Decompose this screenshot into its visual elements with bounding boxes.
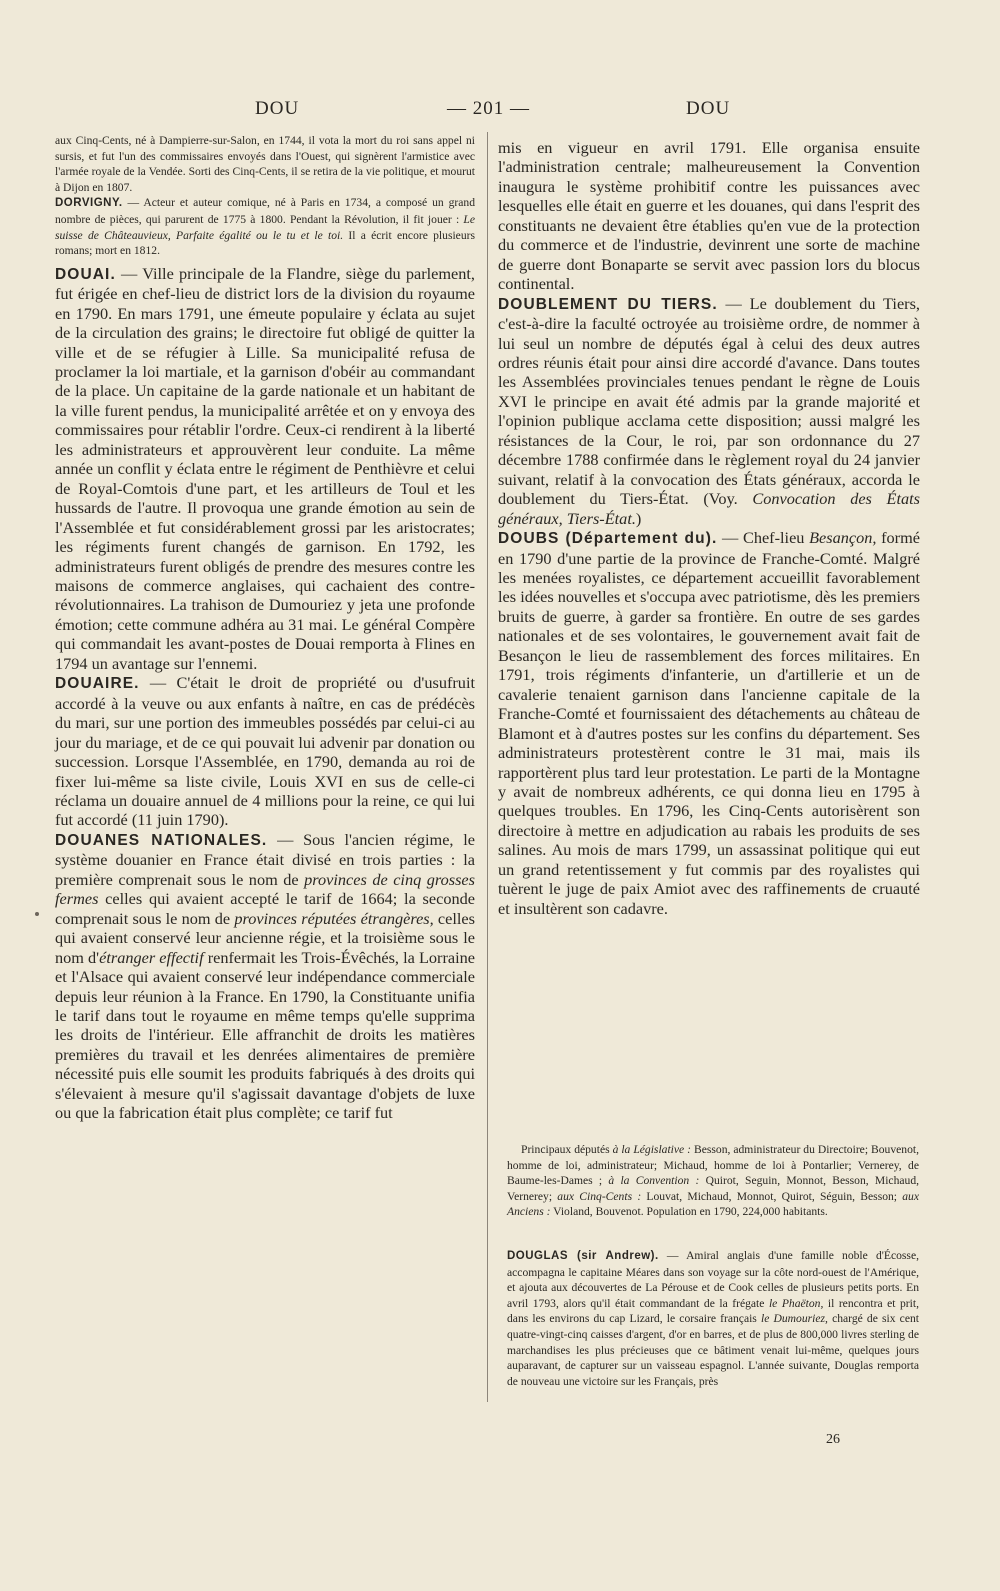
douanes-text-4: renfermait les Trois-Évêchés, la Lorraine et l'Alsace qui avaient conservé leur indépendance commerciale depuis leur réunion à la France. En 1790, la Constituante unifia le tarif dans tout le royaume en même temps qu'elle supprima les droits de l'intérieur. Elle affranchit de droits les matières premières du travail et les denrées alimentaires de première nécessité puis elle soumit les produits fabriqués à des droits qui s'élevaient à mesure qu'il s'agissait davantage d'objets de luxe ou que la fabrication était plus complète; ce tarif fut (55, 947, 476, 1123)
entry-doubs (498, 528, 920, 918)
doubs-italic: Besançon, (809, 528, 877, 548)
headword-douai: DOUAI. (55, 265, 116, 283)
douanes-italic-2: provinces réputées étrangères, (234, 908, 434, 928)
douai-text: — Ville principale de la Flandre, siège du parlement, fut érigée en chef-lieu de district lors de la division du royaume en 1790. En mars 1791, une émeute populaire y éclata au sujet de la circulation des grains; le directoire fut obligé de quitter la ville et de se réfugier à Lille. Sa municipalité refusa de proclamer la loi martiale, et la garnison d'obéir au commandant de la place. Un capitaine de la garde nationale et un habitant de la ville furent pendus, la municipalité arrêtée et on y envoya des commissaires pour rétablir l'ordre. Ceux-ci rendirent à la liberté les administrateurs et approuvèrent leur conduite. La même année un conflit y éclata entre le régiment de Penthièvre et celui de Royal-Comtois d'une part, et les artilleurs de Toul et les hussards de l'autre. Il provoqua une grande émotion au sein de l'Assemblée et fut considérablement grossi par les aristocrates; les régiments furent changés de garnison. En 1792, les administrateurs furent obligés de prendre des mesures contre les maisons de commerce anglaises, qui cachaient des contre-révolutionnaires. La trahison de Dumouriez y jeta une profonde émotion; cette commune adhéra au 31 mai. Le général Compère qui commandait les avant-postes de Douai remporta à Flines en 1794 un avantage sur l'ennemi. (55, 263, 475, 673)
doublement-text-1: — Le doublement du Tiers, c'est-à-dire la faculté octroyée au troisième ordre, de nommer à lui seul un nombre de députés égal à celui des deux autres ordres réunis était pour ainsi dire accordé d'avance. Dans toutes les Assemblées provinciales tenues pendant le règne de Louis XVI le principe en avait été admis par la grande majorité et l'opinion publique acclama cette disposition; aussi malgré les résistances de la Cour, le roi, par son ordonnance du 27 décembre 1788 confirmée dans le règlement royal du 24 janvier suivant, relatif à la convocation des États généraux, accorda le doublement du Tiers-État. (Voy. (498, 293, 921, 509)
headword-douglas: DOUGLAS (sir Andrew). (507, 1250, 659, 1262)
dorvigny-text-1: — Acteur et auteur comique, né à Paris en 1734, a composé un grand nombre de pièces, qui parurent de 1775 à 1800. Pendant la Révolution, il fit jouer : (55, 196, 475, 226)
entry-douaire (55, 673, 475, 830)
douanes-text-3: celles qui avaient conservé leur ancienne régie, et la troisième sous le nom d' (55, 908, 475, 967)
douglas-paragraph (507, 1248, 919, 1389)
column-divider (487, 132, 488, 1402)
douanes-continuation (498, 138, 920, 294)
douglas-italic-1: le Phaëton, (768, 1296, 824, 1310)
dorvigny-titles: Le suisse de Châteauvieux, Parfaite égalité ou le tu et le toi. (55, 212, 475, 242)
douglas-entry (507, 1248, 919, 1389)
deputes-paragraph (507, 1142, 919, 1220)
douglas-text-1: — Amiral anglais d'une famille noble d'Écosse, accompagna le capitaine Méares dans son voyage sur la côte nord-ouest de l'Amérique, et ajouta aux découvertes de La Pérouse et de Cook celles de plusieurs petits ports. En avril 1793, alors qu'il était commandant de la frégate (507, 1249, 919, 1310)
header-right-word: DOU (686, 98, 731, 119)
doubs-text-2: formé en 1790 d'une partie de la province de Franche-Comté. Malgré les menées royalistes, ce département accueillit favorablement les idées nouvelles et s'occupa avec patriotisme, dès les premiers bruits de guerre, à garder sa frontière. En outre de ses gardes nationales et de ses volontaires, le gouvernement avait fait de Besançon le lieu de rassemblement des forces militaires. En 1791, trois régiments d'infanterie, un d'artillerie et un de cavalerie tenaient garnison dans l'ancienne capitale de la Franche-Comté et fournissaient des détachements au château de Blamont et à d'autres postes sur les confins du département. Ses administrateurs protestèrent contre le 31 mai, mais ils rapportèrent plus tard leur protestation. Le parti de la Montagne y avait de nombreux adhérents, ce qui donna lieu en 1795 à quelques troubles. En 1796, les Cinq-Cents autorisèrent son directoire à mettre en adjudication au rabais les produits de ses salines. Au mois de mars 1799, un assassinat politique qui eut un grand retentissement y fut commis par des royalistes qui tuèrent le juge de paix Amiot avec des raffinements de cruauté et insultèrent son cadavre. (498, 528, 920, 918)
page-number: — 201 — (447, 98, 530, 119)
entry-dorvigny (55, 195, 475, 258)
doublement-text-2: ) (635, 508, 642, 528)
left-column (55, 133, 475, 1123)
continued-entry-text: aux Cinq-Cents, né à Dampierre-sur-Salon, en 1744, il vota la mort du roi sans appel ni sursis, et fut l'un des commissaires envoyés dans l'Ouest, qui signèrent l'armistice avec l'armée royale de la Vendée. Sorti des Cinq-Cents, il se retira de la vie politique, et mourut à Dijon en 1807. (55, 134, 475, 194)
douanes-continuation-text: mis en vigueur en avril 1791. Elle organisa ensuite l'administration centrale; malheureusement la Convention inaugura le système prohibitif contre les puissances avec lesquelles elle était en guerre et les douanes, qui dans l'esprit des constituants ne devaient être établies qu'en vue de la protection du commerce et de l'industrie, devinrent une sorte de machine de guerre dont Bonaparte se servit avec passion lors du blocus continental. (498, 138, 920, 294)
deputes-italic-b: à la Législative : (612, 1143, 692, 1156)
deputes-italic-h: aux Anciens : (507, 1189, 919, 1219)
douaire-text: — C'était le droit de propriété ou d'usufruit accordé à la veuve ou aux enfants à naître, en cas de prédécès du mari, sur une portion des immeubles possédés par celui-ci au jour du mariage, et de ce qui pouvait lui advenir par donation ou succession. Lorsque l'Assemblée, en 1790, demanda au roi de fixer lui-même sa liste civile, Louis XVI en sus de celle-ci réclama un douaire annuel de 4 millions pour la reine, ce qui lui fut accordé (11 juin 1790). (55, 673, 475, 830)
deputes-text-g: Louvat, Michaud, Monnot, Quirot, Séguin, Besson; (641, 1189, 903, 1203)
deputes-text-i: Violand, Bouvenot. Population en 1790, 224,000 habitants. (550, 1205, 828, 1219)
douanes-text-2: celles qui avaient accepté le tarif de 1664; la seconde comprenait sous le nom de (55, 889, 475, 928)
deputes-note (507, 1142, 919, 1220)
headword-doublement: DOUBLEMENT DU TIERS. (498, 295, 718, 313)
douglas-italic-2: le Dumouriez, (760, 1312, 828, 1326)
headword-dorvigny: DORVIGNY. (55, 197, 123, 210)
headword-douaire: DOUAIRE. (55, 675, 140, 693)
douglas-text-3: chargé de six cent quatre-vingt-cinq caisses d'argent, d'or en barres, et de plus de 800,000 livres sterling de marchandises les plus précieuses que ce bâtiment venait lui-même, quelques jours auparavant, de capturer sur un vaisseau espagnol. L'année suivante, Douglas remporta de nouveau une victoire sur les Français, près (507, 1312, 919, 1388)
doubs-text-1: — Chef-lieu (717, 528, 810, 548)
douanes-italic-1: provinces de cinq grosses fermes (55, 869, 475, 909)
left-large-block (55, 264, 475, 1123)
signature-mark: 26 (826, 1432, 840, 1447)
continued-entry (55, 133, 475, 195)
douanes-italic-3: étranger effectif (99, 947, 204, 967)
doublement-italic: Convocation des États généraux, Tiers-État. (498, 489, 920, 528)
entry-douanes (55, 830, 475, 1123)
running-header (0, 98, 1000, 128)
right-column (498, 138, 920, 918)
dorvigny-text-2: Il a écrit encore plusieurs romans; mort en 1812. (55, 228, 475, 258)
deputes-text-e: Quirot, Seguin, Monnot, Besson, Michaud, Vernerey; (507, 1174, 920, 1203)
douglas-text-2: il rencontra et prit, dans les environs du cap Lizard, le corsaire français (507, 1296, 919, 1326)
deputes-text-c: Besson, administrateur du Directoire; Bouvenot, homme de loi, administrateur; Michaud, homme de loi à Pontarlier; Vernerey, de Baume-les-Dames ; (507, 1143, 919, 1188)
entry-doublement (498, 294, 920, 528)
douanes-text-1: — Sous l'ancien régime, le système douanier en France était divisé en trois parties : la première comprenait sous le nom de (55, 829, 475, 889)
deputes-italic-d: à la Convention : (608, 1174, 700, 1188)
headword-doubs: DOUBS (Département du). (498, 530, 718, 548)
entry-douai (55, 264, 475, 674)
ink-spot (35, 912, 39, 916)
left-small-block (55, 133, 475, 259)
deputes-text-a: Principaux députés (521, 1143, 613, 1156)
deputes-italic-f: aux Cinq-Cents : (557, 1189, 642, 1203)
headword-douanes: DOUANES NATIONALES. (55, 831, 268, 849)
header-left-word: DOU (255, 98, 300, 119)
